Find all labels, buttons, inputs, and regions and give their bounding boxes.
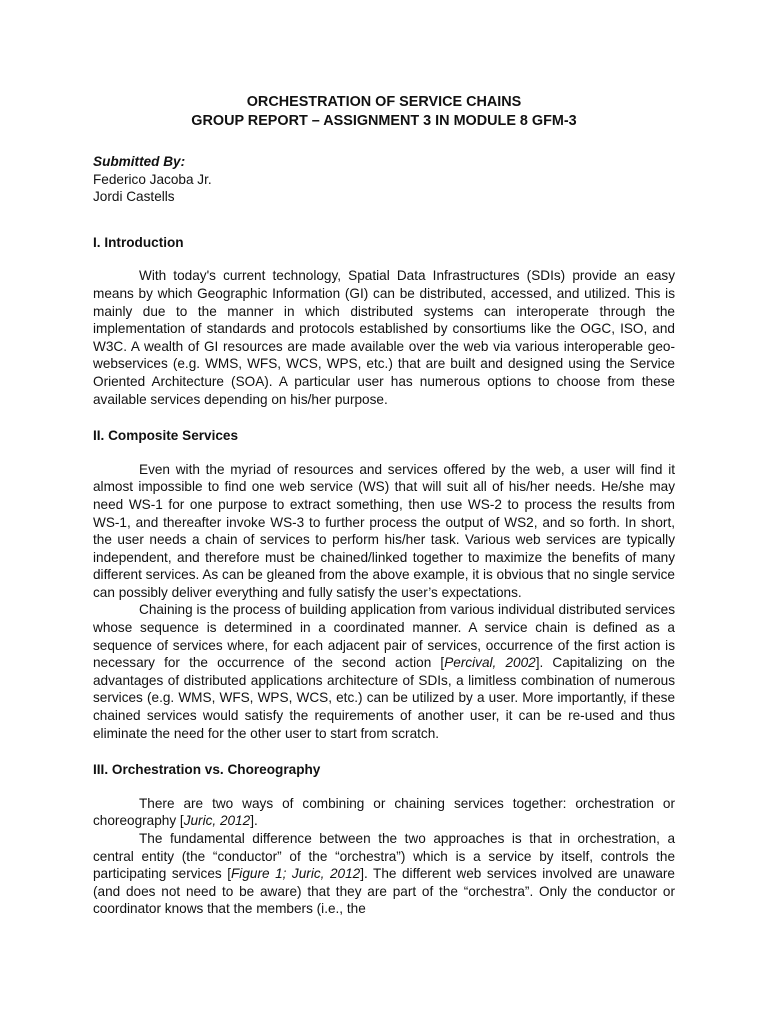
submitted-by-label: Submitted By:	[93, 154, 186, 169]
orchestration-paragraph-2	[93, 830, 675, 918]
citation: Juric, 2012	[183, 813, 251, 829]
document-title	[93, 93, 675, 131]
paragraph-text: Chaining is the process of building application from various individual distributed services whose sequence is determined in a coordinated manner. A service chain is defined as a sequence of services where, for each adjacent pair of services, occurrence of the first action is necessary for the occurrence of the second action [	[93, 602, 675, 671]
paragraph-text: ]. Capitalizing on the advantages of distributed applications architecture of SDIs, a limitless combination of numerous services (e.g. WMS, WFS, WPS, WCS, etc.) can be utilized by a user. More importantly, if these chained services would satisfy the requirements of another user, it can be re-used and thus eliminate the need for the other user to start from scratch.	[93, 655, 675, 741]
paragraph-text: ]. The different web services involved are unaware (and does not need to be aware) that they are part of the “orchestra”. Only the conductor or coordinator knows that the members (i.e., the	[93, 866, 675, 917]
title-line-2: GROUP REPORT – ASSIGNMENT 3 IN MODULE 8 GFM-3	[191, 113, 577, 129]
section-heading-orchestration: III. Orchestration vs. Choreography	[93, 762, 321, 778]
citation: Percival, 2002	[444, 655, 536, 671]
composite-paragraph-1: Even with the myriad of resources and services offered by the web, a user will find it almost impossible to find one web service (WS) that will suit all of his/her needs. He/she may need WS-1 for one purpose to extract something, then use WS-2 to process the results from WS-1, and thereafter invoke WS-3 to further process the output of WS2, and so forth. In short, the user needs a chain of services to perform his/her task. Various web services are typically independent, and therefore must be chained/linked together to maximize the benefits of many different services. As can be gleaned from the above example, it is obvious that no single service can possibly deliver everything and fully satisfy the user’s expectations.	[93, 461, 675, 600]
citation: Figure 1; Juric, 2012	[231, 866, 361, 882]
submitted-by-block	[93, 153, 675, 206]
paragraph-text: There are two ways of combining or chaining services together: orchestration or choreography [	[93, 795, 675, 829]
section-heading-composite-services: II. Composite Services	[93, 428, 239, 444]
title-line-1: ORCHESTRATION OF SERVICE CHAINS	[246, 94, 522, 110]
author-name: Federico Jacoba Jr.	[93, 171, 212, 187]
section-heading-introduction: I. Introduction	[93, 234, 184, 250]
paragraph-text: ].	[250, 813, 258, 829]
paragraph-text: The fundamental difference between the two approaches is that in orchestration, a central entity (the “conductor” of the “orchestra”) which is a service by itself, controls the participating services [	[93, 831, 675, 882]
document-page	[93, 93, 675, 918]
introduction-paragraph: With today's current technology, Spatial Data Infrastructures (SDIs) provide an easy means by which Geographic Information (GI) can be distributed, accessed, and utilized. This is mainly due to the manner in which distributed systems can interoperate through the implementation of standards and protocols established by consortiums like the OGC, ISO, and W3C. A wealth of GI resources are made available over the web via various interoperable geo-webservices (e.g. WMS, WFS, WCS, WPS, etc.) that are built and designed using the Service Oriented Architecture (SOA). A particular user has numerous options to choose from these available services depending on his/her purpose.	[93, 268, 675, 407]
composite-paragraph-2	[93, 601, 675, 742]
orchestration-paragraph-1	[93, 795, 675, 830]
author-name: Jordi Castells	[93, 189, 175, 205]
